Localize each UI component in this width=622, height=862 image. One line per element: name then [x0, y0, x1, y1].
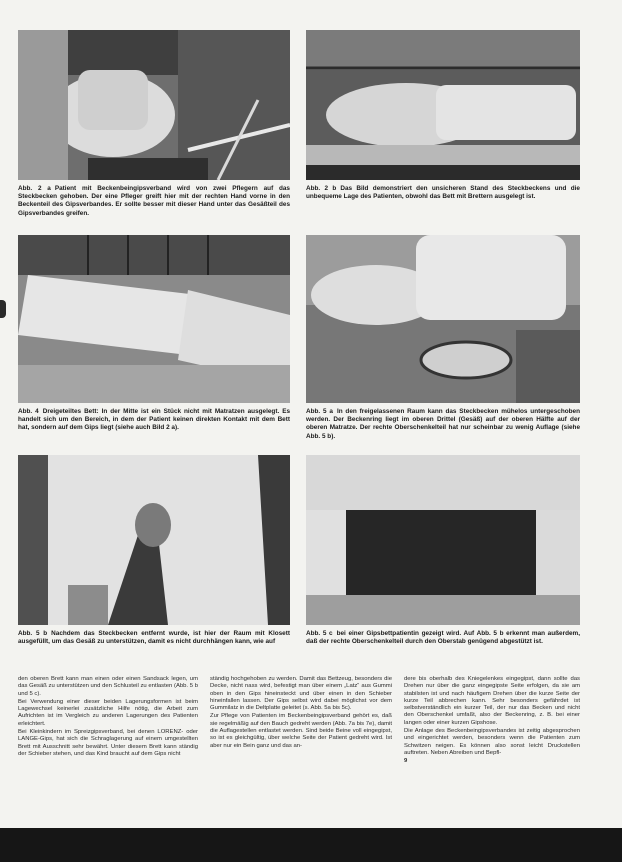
paragraph: Bei Verwendung einer dieser beiden Lagerungsformen ist beim Lagewechsel keinerlei zusätzliche Hilfe nötig, die Arbeit zum Aufrichten ist im Vergleich zu anderen Lagerungen des Patienten erleichtert. [18, 698, 198, 727]
photo-cast-cutout-icon [18, 455, 290, 625]
caption-text: Das Bild demonstriert den unsicheren Stand des Steckbeckens und die unbequeme Lage des Patienten, obwohl das Bett mit Brettern ausgelegt ist. [306, 185, 580, 201]
paragraph: Die Anlage des Beckenbeingipsverbandes ist zeitig abgesprochen und eingerichtet werden, besonders wenn die Patienten zum Schwitzen neigen. Es können also sonst leicht Druckstellen auftreten. Neben Abreiben und Bepfl- [404, 728, 580, 756]
photo-bedpan-insert-icon [306, 235, 580, 403]
page-edge-mark [0, 300, 6, 318]
page-end-marker: 9 [404, 758, 408, 765]
figure-2a-caption [18, 185, 290, 218]
paragraph: Bei Kleinkindern im Spreizgipsverband, bei denen LORENZ- oder LANGE-Gips, hat sich die Schraglagerung auf einem umgestellten Brett mit Ausschnitt sehr bewährt. Unter diesem Brett kann ständig der Schieber stehen, und das Kind braucht auf dem Gips nicht [18, 729, 198, 757]
photo-bed-mattress-icon [18, 235, 290, 403]
figure-5a-photo [306, 235, 580, 403]
figure-label: Abb. 2 b [306, 185, 337, 192]
figure-2b-caption [306, 185, 580, 201]
paragraph: Zur Pflege von Patienten im Beckenbeingipsverband gehört es, daß sie regelmäßig auf den Bauch gedreht werden (Abb. 7a bis 7e), damit die Auflagestellen entlastet werden. Sind beide Beine voll eingegipst, so ist es gleichgültig, über welche Seite der Patient gedreht wird. Ist aber nur ein Bein ganz und das an- [210, 713, 392, 749]
body-column-3 [404, 676, 580, 766]
figure-5c-photo [306, 455, 580, 625]
paragraph: ständig hochgehoben zu werden. Damit das Bettzeug, besonders die Decke, nicht nass wird, befestigt man über einem „Latz“ aus Gummi oben in den Gips hineinsteckt und über einen in den Schieber hineinfallen lassen. Der Gips selbst wird dabei möglichst vor dem Gummilatz in die Deltplatte geleitet (s. Abb. 5a bis 5c). [210, 676, 392, 712]
figure-5c-caption [306, 630, 580, 646]
figure-label: Abb. 5 c [306, 630, 333, 637]
figure-2b-photo [306, 30, 580, 180]
figure-label: Abb. 2 a [18, 185, 51, 192]
body-column-1 [18, 676, 198, 759]
figure-4-caption [18, 408, 290, 433]
figure-5b-caption [18, 630, 290, 646]
caption-text: Dreigeteiltes Bett: In der Mitte ist ein Stück nicht mit Matratzen ausgelegt. Es handelt sich um den Bereich, in dem der Patient keinen direkten Kontakt mit dem Bett hat, sondern auf dem Gips liegt (siehe auch Bild 2 a). [18, 408, 291, 432]
figure-4-photo [18, 235, 290, 403]
figure-2a-photo [18, 30, 290, 180]
photo-patient-bedpan-icon [306, 30, 580, 180]
bottom-dark-band [0, 828, 622, 862]
figure-5a-caption [306, 408, 580, 441]
figure-5b-photo [18, 455, 290, 625]
caption-text: In den freigelassenen Raum kann das Steckbecken mühelos untergeschoben werden. Der Beckenring liegt im oberen Drittel (Gesäß) auf der oberen Hälfte auf der oberen Matratze. Der rechte Oberschenkelteil hat nur scheinbar zu wenig Auflage (siehe Abb. 5 b). [306, 408, 580, 440]
figure-label: Abb. 5 b [18, 630, 48, 637]
paragraph: dere bis oberhalb des Kniegelenkes eingegipst, dann sollte das Drehen nur über die ganz eingegipste Seite erfolgen, da sie am stabilsten ist und nach häufigem Drehen über die kurze Seite der kurze Teil abbrechen kann. Sehr besonders gefährdet ist selbstverständlich ein kurzer Teil, der nur das Becken und nicht den Oberschenkel umfaßt, also der Beckenring, z. B. bei einer langen oder einer kurzen Gipshose. [404, 676, 580, 726]
photo-patient-lift-icon [18, 30, 290, 180]
figure-label: Abb. 4 [18, 408, 39, 415]
figure-label: Abb. 5 a [306, 408, 333, 415]
caption-text: Nachdem das Steckbecken entfernt wurde, ist hier der Raum mit Klosett ausgefüllt, um das Gesäß zu unterstützen, damit es nicht durchhängen kann, wie auf [18, 630, 290, 646]
caption-text: Patient mit Beckenbeingipsverband wird von zwei Pflegern auf das Steckbecken gehoben. Der eine Pfleger greift hier mit der rechten Hand vorne in den Beckenteil des Gipsverbandes. Er sollte besser mit dieser Hand unter das Gesäßteil des Gipsverbandes greifen. [18, 185, 290, 217]
photo-cast-underside-icon [306, 455, 580, 625]
body-column-2 [210, 676, 392, 751]
paragraph: den oberen Brett kann man einen oder einen Sandsack legen, um das Gesäß zu unterstützen und den Schlusteil zu entlasten (Abb. 5 b und 5 c). [18, 676, 198, 697]
caption-text: bei einer Gipsbettpatientin gezeigt wird. Auf Abb. 5 b erkennt man außerdem, daß der rechte Oberschenkelteil durch den Oberstab genügend abgestützt ist. [306, 630, 580, 646]
